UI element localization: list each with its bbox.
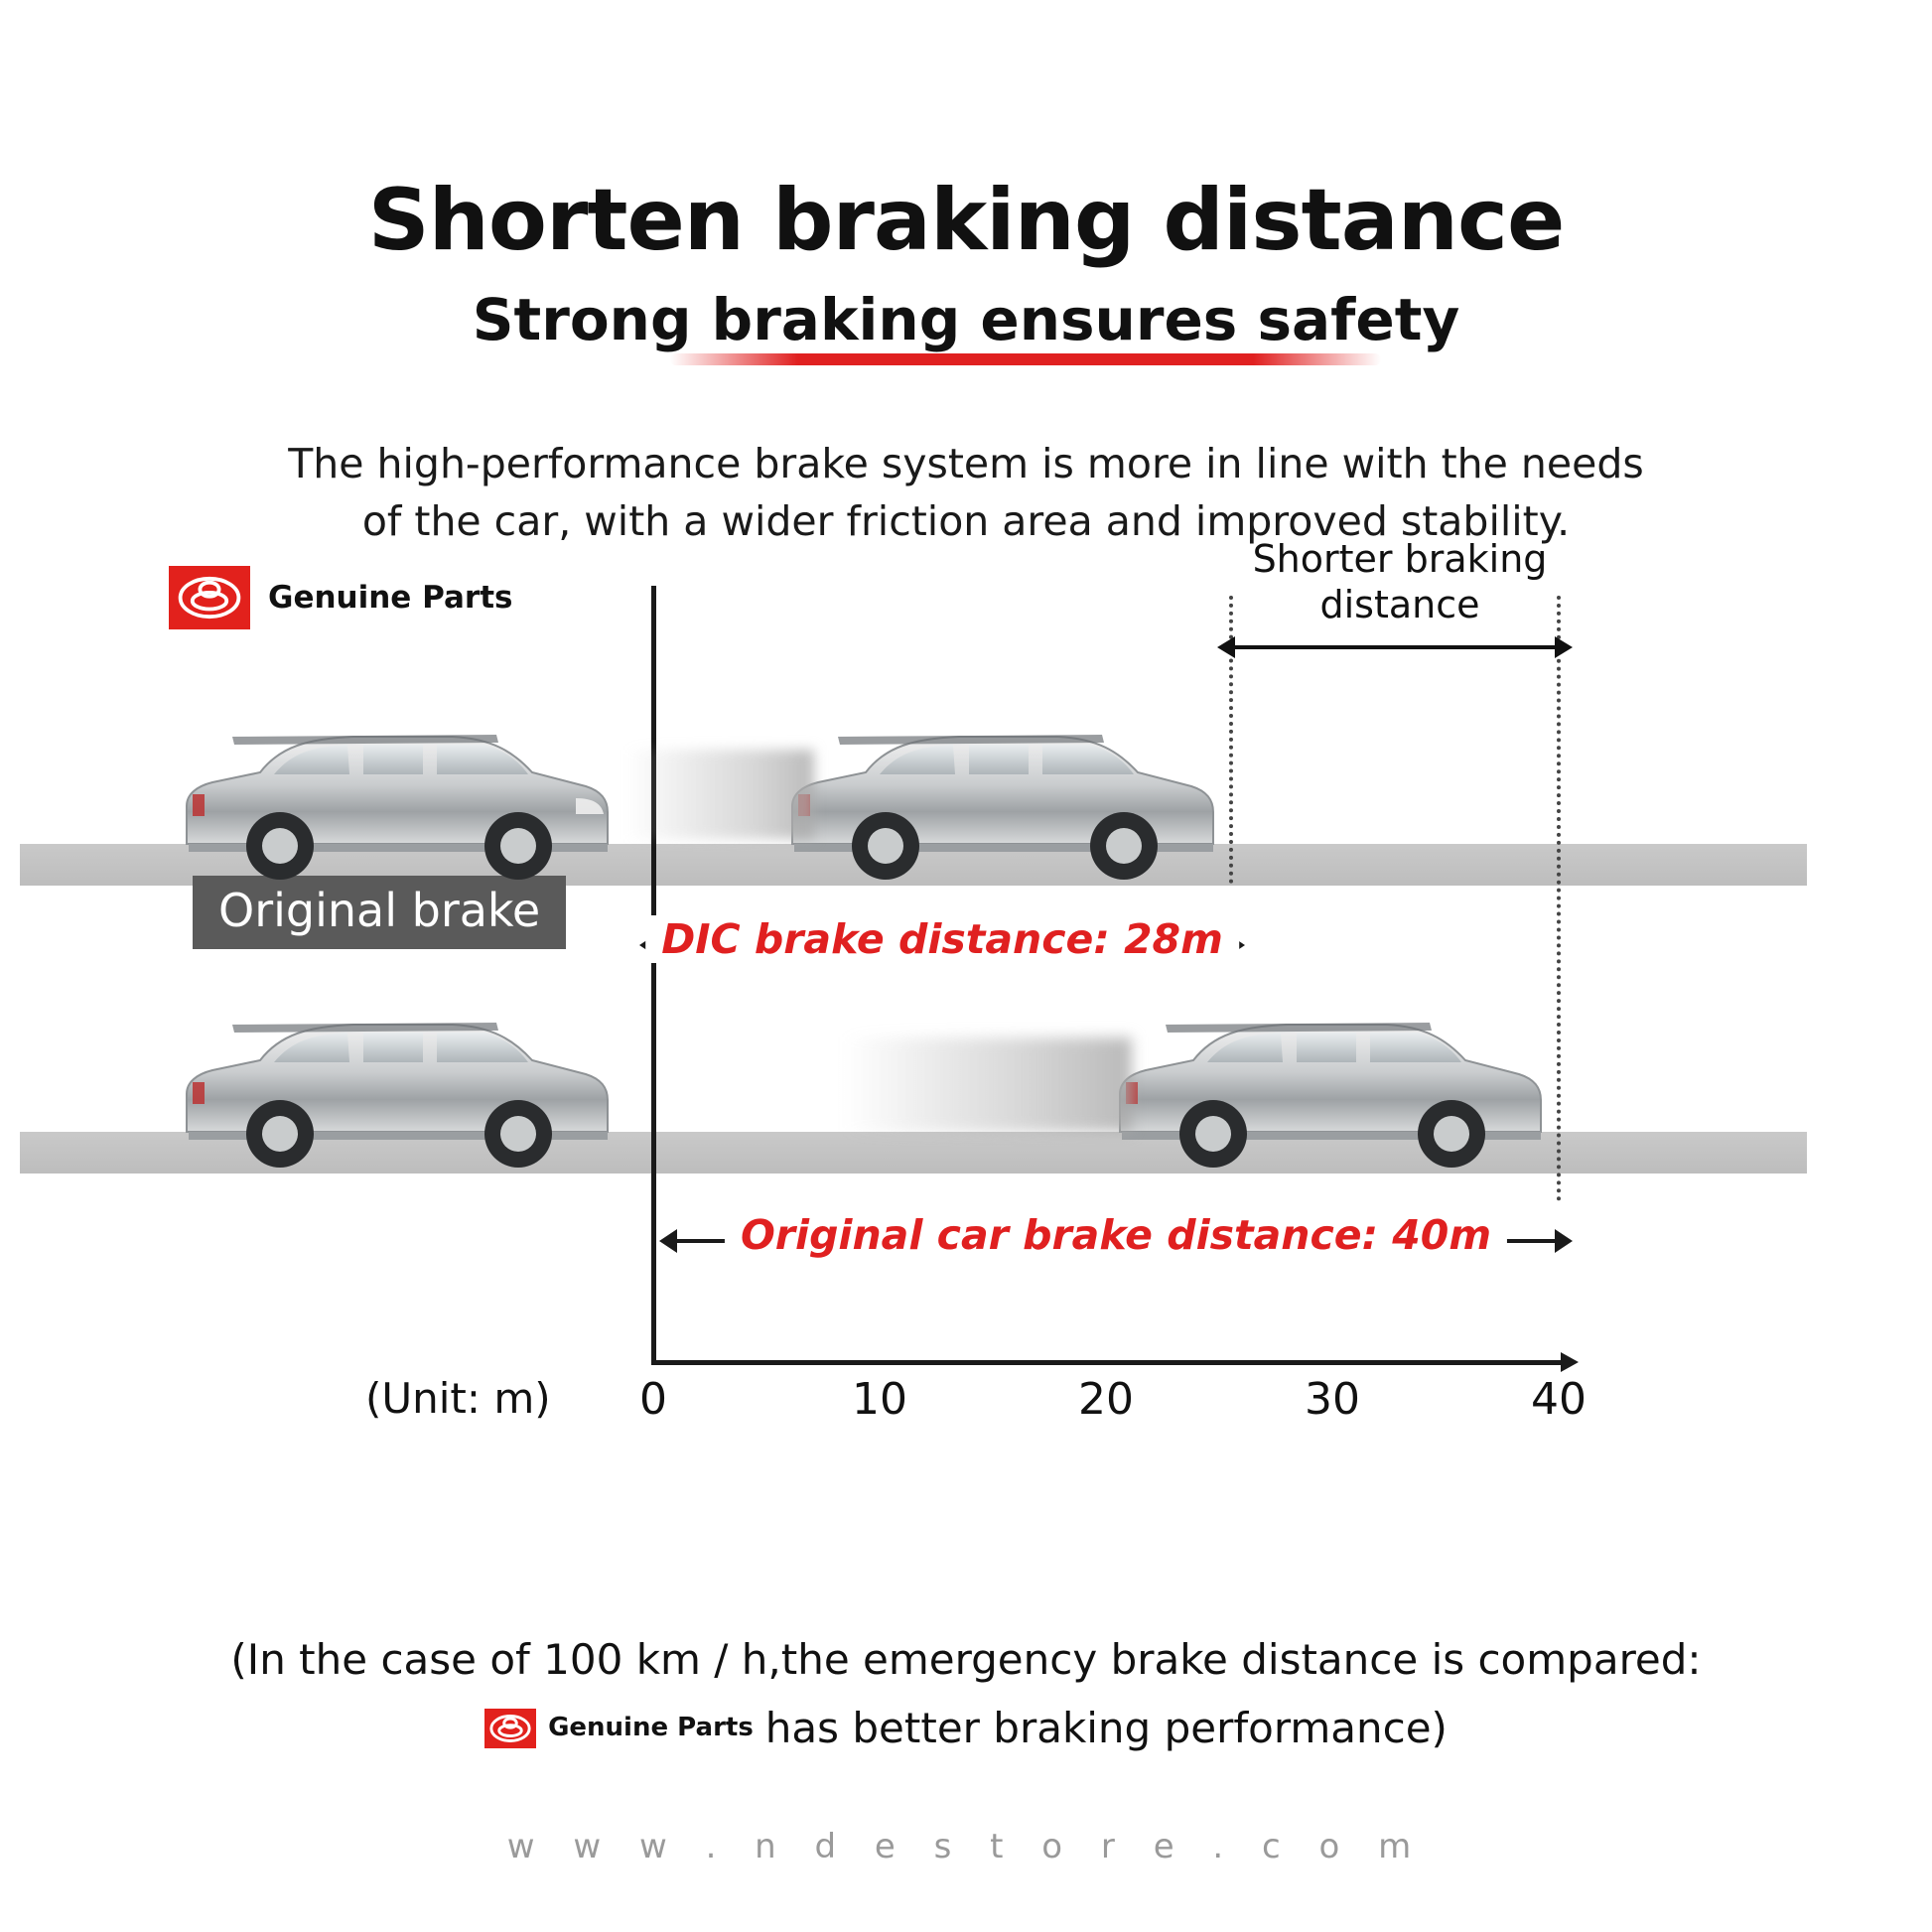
x-axis-ticks (159, 1374, 1797, 1444)
motion-blur-original (844, 1037, 1132, 1132)
footer-note-line-1: (In the case of 100 km / h,the emergency brake distance is compared: (230, 1635, 1702, 1684)
page-title: Shorten braking distance (367, 171, 1565, 270)
footer-note-tail: has better braking performance) (764, 1704, 1448, 1752)
car-original-stopped (1102, 983, 1559, 1181)
intro-paragraph (0, 435, 1932, 550)
shorter-distance-label (1211, 536, 1588, 628)
x-tick-20: 20 (1078, 1374, 1134, 1425)
intro-line-2: of the car, with a wider friction area and improved stability. (361, 497, 1571, 546)
footer-brand-label: Genuine Parts (548, 1713, 754, 1742)
footer-note-line-2 (0, 1697, 1932, 1759)
axis-unit-label: (Unit: m) (365, 1374, 551, 1423)
subtitle-underline (670, 353, 1381, 365)
car-genuine-stopped (774, 695, 1231, 894)
toyota-logo-icon-small (484, 1709, 536, 1748)
original-brake-badge: Original brake (193, 876, 566, 949)
shorter-distance-arrow (1233, 645, 1557, 649)
footer-note (0, 1628, 1932, 1759)
motion-blur-genuine (625, 750, 814, 839)
x-tick-40: 40 (1531, 1374, 1587, 1425)
shorter-distance-line-2: distance (1319, 583, 1480, 627)
shorter-distance-line-1: Shorter braking (1252, 537, 1548, 581)
car-original-start (169, 983, 625, 1181)
genuine-parts-label: Genuine Parts (268, 580, 513, 616)
car-genuine-start (169, 695, 625, 894)
x-tick-30: 30 (1305, 1374, 1360, 1425)
x-tick-0: 0 (639, 1374, 667, 1425)
website-url: w w w . n d e s t o r e . c o m (506, 1827, 1426, 1866)
x-tick-10: 10 (852, 1374, 907, 1425)
chart-x-axis (651, 1360, 1565, 1365)
original-distance-measure (675, 1211, 1557, 1271)
intro-line-1: The high-performance brake system is more in line with the needs (288, 440, 1644, 487)
genuine-parts-badge (169, 566, 513, 629)
subtitle-container (0, 286, 1932, 363)
braking-distance-chart (159, 537, 1797, 1608)
original-measure-label: Original car brake distance: 40m (725, 1211, 1507, 1259)
dic-measure-label: DIC brake distance: 28m (645, 915, 1239, 963)
toyota-logo-icon (169, 566, 250, 629)
subtitle-text: Strong braking ensures safety (472, 286, 1460, 353)
page-subtitle (473, 286, 1460, 363)
dic-distance-measure (655, 915, 1229, 975)
